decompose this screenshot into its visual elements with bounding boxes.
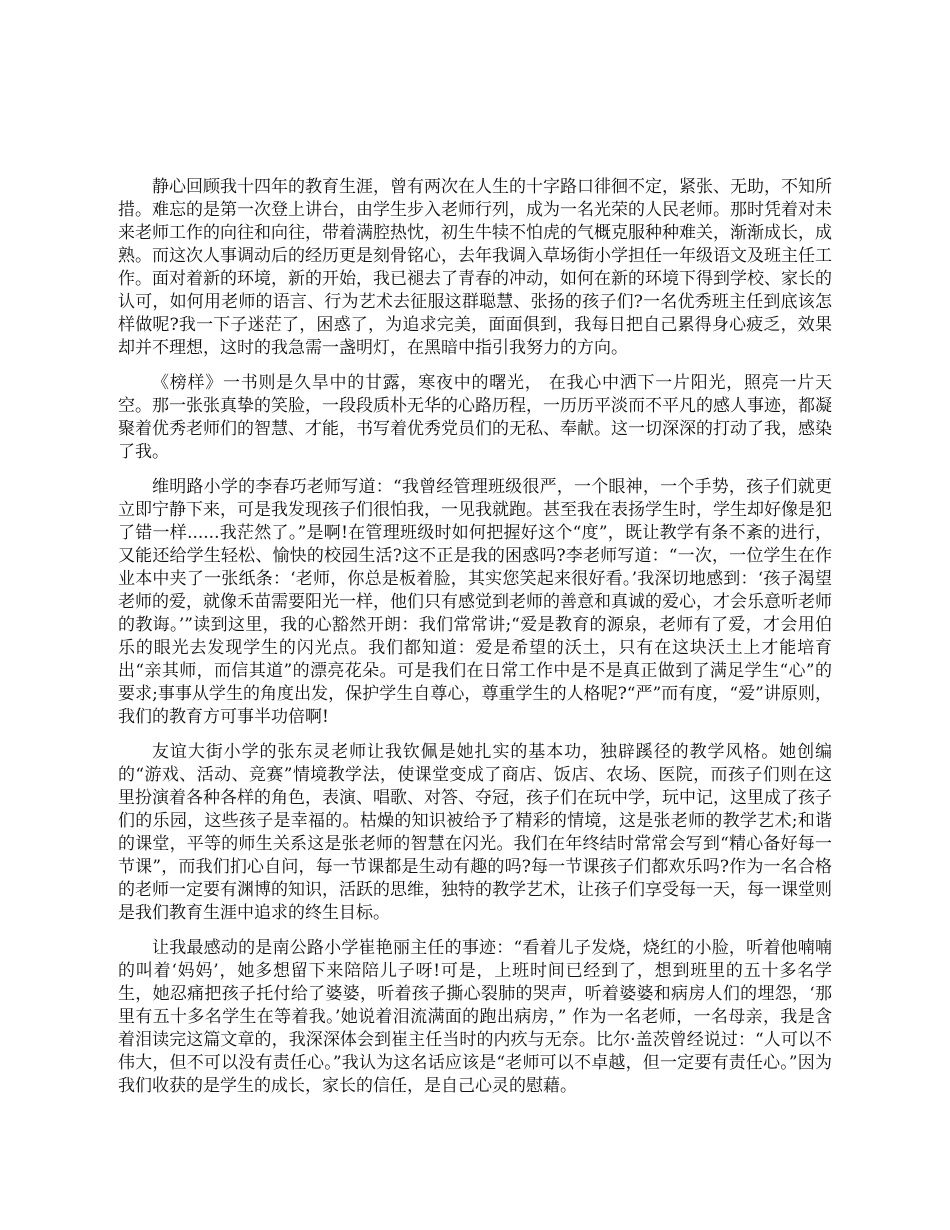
- paragraph-5: 让我最感动的是南公路小学崔艳丽主任的事迹：“看着儿子发烧，烧红的小脸，听着他喃喃的叫着‘妈妈’，她多想留下来陪陪儿子呀!可是，上班时间已经到了，想到班里的五十多名学生，她忍痛把孩子托付给了婆婆，听着孩子撕心裂肺的哭声，听着婆婆和病房人们的埋怨，‘那里有五十多名学生在等着我。’她说着泪流满面的跑出病房，” 作为一名老师，一名母亲，我是含着泪读完这篇文章的，我深深体会到崔主任当时的内疚与无奈。比尔·盖茨曾经说过：“人可以不伟大，但不可以没有责任心。”我认为这名话应该是“老师可以不卓越，但一定要有责任心。”因为我们收获的是学生的成长，家长的信任，是自己心灵的慰藉。: [118, 938, 832, 1096]
- paragraph-4: 友谊大街小学的张东灵老师让我钦佩是她扎实的基本功，独辟蹊径的教学风格。她创编的“游戏、活动、竞赛”情境教学法，使课堂变成了商店、饭店、农场、医院，而孩子们则在这里扮演着各种各样的角色，表演、唱歌、对答、夺冠，孩子们在玩中学，玩中记，这里成了孩子们的乐园，这些孩子是幸福的。枯燥的知识被给予了精彩的情境，这是张老师的教学艺术;和谐的课堂，平等的师生关系这是张老师的智慧在闪光。我们在年终结时常常会写到“精心备好每一节课”，而我们扪心自问，每一节课都是生动有趣的吗?每一节课孩子们都欢乐吗?作为一名合格的老师一定要有渊博的知识，活跃的思维，独特的教学艺术，让孩子们享受每一天，每一课堂则是我们教育生涯中追求的终生目标。: [118, 742, 832, 923]
- document-body: [118, 176, 832, 1110]
- paragraph-1: 静心回顾我十四年的教育生涯，曾有两次在人生的十字路口徘徊不定，紧张、无助，不知所措。难忘的是第一次登上讲台，由学生步入老师行列，成为一名光荣的人民老师。那时凭着对未来老师工作的向往和向往，带着满腔热忱，初生牛犊不怕虎的气概克服种种难关，渐渐成长，成熟。而这次人事调动后的经历更是刻骨铭心，去年我调入草场街小学担任一年级语文及班主任工作。面对着新的环境，新的开始，我已褪去了青春的冲动，如何在新的环境下得到学校、家长的认可，如何用老师的语言、行为艺术去征服这群聪慧、张扬的孩子们?一名优秀班主任到底该怎样做呢?我一下子迷茫了，困惑了，为追求完美，面面俱到，我每日把自己累得身心疲乏，效果却并不理想，这时的我急需一盏明灯，在黑暗中指引我努力的方向。: [118, 177, 832, 358]
- paragraph-3: 维明路小学的李春巧老师写道：“我曾经管理班级很严，一个眼神，一个手势，孩子们就更立即宁静下来，可是我发现孩子们很怕我，一见我就跑。甚至我在表扬学生时，学生却好像是犯了错一样......我茫然了。”是啊!在管理班级时如何把握好这个“度”，既让教学有条不紊的进行，又能还给学生轻松、愉快的校园生活?这不正是我的困惑吗?李老师写道：“一次，一位学生在作业本中夹了一张纸条：‘老师，你总是板着脸，其实您笑起来很好看。’我深切地感到：‘孩子渴望老师的爱，就像禾苗需要阳光一样，他们只有感觉到老师的善意和真诚的爱心，才会乐意听老师的教诲。’”读到这里，我的心豁然开朗：我们常常讲;“爱是教育的源泉，老师有了爱，才会用伯乐的眼光去发现学生的闪光点。我们都知道：爱是希望的沃土，只有在这块沃土上才能培育出“亲其师，而信其道”的漂亮花朵。可是我们在日常工作中是不是真正做到了满足学生“心”的要求;事事从学生的角度出发，保护学生自尊心，尊重学生的人格呢?“严”而有度，“爱”讲原则，我们的教育方可事半功倍啊!: [118, 477, 832, 727]
- paragraph-2: 《榜样》一书则是久旱中的甘露，寒夜中的曙光， 在我心中洒下一片阳光，照亮一片天空。那一张张真挚的笑脸，一段段质朴无华的心路历程，一历历平淡而不平凡的感人事迹，都凝聚着优秀老师们的智慧、才能，书写着优秀党员们的无私、奉献。这一切深深的打动了我，感染了我。: [118, 373, 832, 462]
